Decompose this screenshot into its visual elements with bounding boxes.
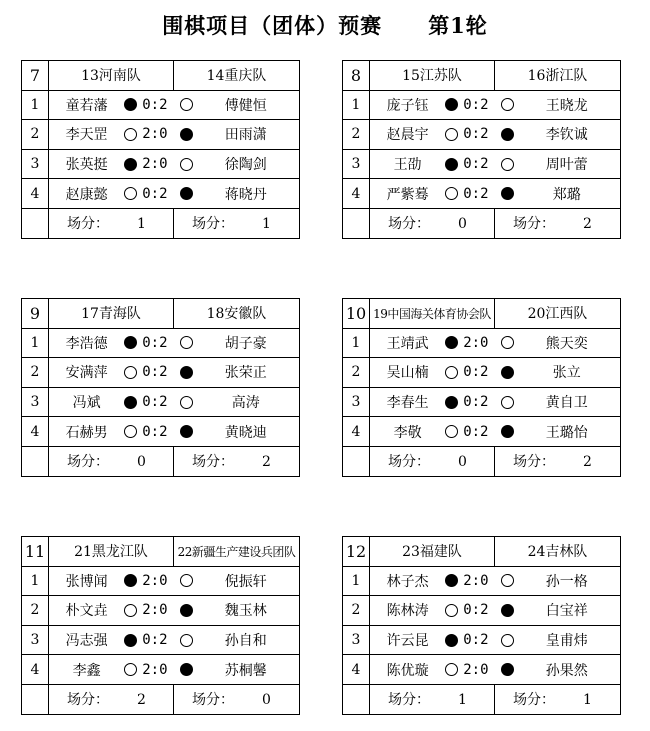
competition-title: 围棋项目（团体）预赛 (162, 13, 383, 38)
player-a-name: 李敬 (393, 424, 422, 441)
match-number: 10 (343, 299, 370, 329)
board-row (343, 655, 621, 685)
player-a-cell (370, 417, 495, 447)
board-number: 4 (22, 179, 49, 209)
match-points-row (343, 446, 621, 476)
game-score: 2:0 (142, 602, 168, 619)
player-a-cell (370, 120, 495, 150)
game-score: 0:2 (142, 632, 168, 649)
team-a-points-value: 2 (137, 692, 146, 709)
board-number: 2 (343, 120, 370, 150)
match-table (21, 298, 300, 477)
player-b-name: 傅健恒 (224, 97, 267, 114)
player-b-cell (495, 179, 621, 209)
white-stone-icon (124, 187, 137, 200)
white-stone-icon (501, 634, 514, 647)
board-row (343, 90, 621, 120)
match-number: 9 (22, 299, 49, 329)
player-a-cell (49, 120, 174, 150)
game-score: 0:2 (142, 364, 168, 381)
black-stone-icon (445, 158, 458, 171)
board-number: 4 (343, 417, 370, 447)
team-a-name: 21黑龙江队 (49, 537, 174, 567)
board-number: 3 (22, 149, 49, 179)
match-number: 12 (343, 537, 370, 567)
player-a-cell (49, 179, 174, 209)
player-b-cell (174, 566, 300, 596)
white-stone-icon (501, 396, 514, 409)
match-points-row (343, 684, 621, 714)
player-b-name: 高涛 (231, 395, 260, 412)
board-number: 1 (343, 90, 370, 120)
white-stone-icon (501, 98, 514, 111)
black-stone-icon (180, 663, 193, 676)
player-b-cell (174, 328, 300, 358)
points-label: 场分： (388, 454, 430, 471)
white-stone-icon (445, 187, 458, 200)
white-stone-icon (180, 336, 193, 349)
player-b-cell (174, 417, 300, 447)
white-stone-icon (180, 98, 193, 111)
player-b-cell (495, 90, 621, 120)
player-a-name: 陈林涛 (386, 603, 429, 620)
white-stone-icon (180, 158, 193, 171)
points-label: 场分： (513, 692, 556, 709)
board-number: 3 (343, 625, 370, 655)
player-a-name: 吴山楠 (386, 365, 429, 382)
white-stone-icon (445, 604, 458, 617)
white-stone-icon (124, 425, 137, 438)
black-stone-icon (124, 396, 137, 409)
player-a-cell (370, 625, 495, 655)
player-b-cell (174, 596, 300, 626)
team-a-points (49, 208, 174, 238)
player-b-cell (495, 655, 621, 685)
white-stone-icon (445, 425, 458, 438)
game-score: 0:2 (142, 334, 168, 351)
player-b-name: 白宝祥 (545, 603, 588, 620)
board-row (343, 179, 621, 209)
team-a-name: 15江苏队 (370, 61, 495, 91)
match-points-row (22, 684, 300, 714)
board-number: 2 (343, 596, 370, 626)
player-b-cell (495, 566, 621, 596)
white-stone-icon (445, 663, 458, 676)
white-stone-icon (501, 336, 514, 349)
player-a-cell (49, 358, 174, 388)
page-title (0, 10, 650, 40)
points-label: 场分： (388, 692, 430, 709)
black-stone-icon (180, 366, 193, 379)
player-a-name: 王劭 (393, 157, 422, 174)
player-a-name: 林子杰 (386, 573, 429, 590)
board-number: 2 (22, 358, 49, 388)
match-header-row (22, 61, 300, 91)
black-stone-icon (445, 574, 458, 587)
game-score: 2:0 (142, 572, 168, 589)
player-a-name: 张博闻 (65, 573, 108, 590)
player-a-name: 张英挺 (65, 157, 108, 174)
team-a-points-value: 0 (458, 216, 467, 233)
team-b-points-value: 2 (583, 454, 592, 471)
player-a-name: 童若藩 (65, 97, 108, 114)
board-number: 4 (22, 655, 49, 685)
black-stone-icon (180, 187, 193, 200)
white-stone-icon (180, 634, 193, 647)
team-b-points (495, 446, 621, 476)
player-a-name: 李鑫 (72, 662, 101, 679)
player-a-name: 李天罡 (65, 127, 108, 144)
player-b-name: 孙果然 (545, 662, 588, 679)
player-b-cell (174, 90, 300, 120)
points-label: 场分： (513, 216, 556, 233)
board-number: 4 (22, 417, 49, 447)
game-score: 0:2 (142, 96, 168, 113)
game-score: 0:2 (463, 185, 489, 202)
team-b-name: 14重庆队 (174, 61, 300, 91)
team-b-points-value: 2 (583, 216, 592, 233)
black-stone-icon (501, 663, 514, 676)
board-row (22, 417, 300, 447)
team-b-points (495, 208, 621, 238)
player-b-name: 张立 (552, 365, 581, 382)
board-row (22, 625, 300, 655)
black-stone-icon (445, 634, 458, 647)
white-stone-icon (501, 158, 514, 171)
board-number: 2 (22, 120, 49, 150)
match-table (342, 60, 621, 239)
player-a-cell (370, 596, 495, 626)
team-a-name: 13河南队 (49, 61, 174, 91)
black-stone-icon (501, 128, 514, 141)
player-b-name: 王晓龙 (545, 97, 588, 114)
points-label: 场分： (67, 216, 109, 233)
points-label: 场分： (67, 692, 109, 709)
player-b-name: 蒋晓丹 (224, 186, 267, 203)
player-a-cell (49, 655, 174, 685)
team-a-points-value: 0 (458, 454, 467, 471)
board-row (343, 149, 621, 179)
player-b-cell (174, 120, 300, 150)
team-a-points-value: 1 (458, 692, 467, 709)
points-label: 场分： (192, 454, 235, 471)
board-row (22, 387, 300, 417)
player-a-cell (370, 179, 495, 209)
player-b-name: 熊天奕 (545, 335, 588, 352)
player-a-cell (49, 566, 174, 596)
board-row (343, 358, 621, 388)
points-label: 场分： (192, 692, 235, 709)
team-a-name: 19中国海关体育协会队 (370, 299, 495, 329)
game-score: 2:0 (142, 126, 168, 143)
player-a-name: 朴文垚 (65, 603, 108, 620)
board-row (22, 90, 300, 120)
team-a-name: 17青海队 (49, 299, 174, 329)
points-label: 场分： (388, 216, 430, 233)
player-a-cell (49, 596, 174, 626)
board-row (22, 596, 300, 626)
points-label: 场分： (513, 454, 555, 471)
board-row (343, 625, 621, 655)
game-score: 2:0 (463, 661, 489, 678)
player-a-cell (49, 625, 174, 655)
points-label: 场分： (67, 454, 109, 471)
game-score: 0:2 (463, 632, 489, 649)
game-score: 0:2 (142, 394, 168, 411)
board-row (343, 328, 621, 358)
board-number: 3 (343, 387, 370, 417)
game-score: 0:2 (463, 423, 489, 440)
black-stone-icon (501, 366, 514, 379)
match-points-row (22, 446, 300, 476)
player-a-name: 石赫男 (65, 424, 108, 441)
player-b-name: 李钦诚 (545, 127, 588, 144)
white-stone-icon (180, 396, 193, 409)
match-number: 11 (22, 537, 49, 567)
match-header-row (22, 299, 300, 329)
player-a-cell (49, 90, 174, 120)
match-table (342, 536, 621, 715)
team-b-name: 22新疆生产建设兵团队 (174, 537, 300, 567)
black-stone-icon (124, 574, 137, 587)
player-a-cell (370, 149, 495, 179)
black-stone-icon (124, 158, 137, 171)
team-b-name: 18安徽队 (174, 299, 300, 329)
player-a-cell (370, 328, 495, 358)
team-b-points-value: 1 (583, 692, 592, 709)
white-stone-icon (445, 128, 458, 141)
board-row (22, 358, 300, 388)
player-b-name: 周叶蕾 (545, 157, 588, 174)
black-stone-icon (445, 336, 458, 349)
board-row (343, 120, 621, 150)
white-stone-icon (501, 574, 514, 587)
player-b-cell (495, 596, 621, 626)
round-label: 第1轮 (428, 13, 488, 38)
team-b-name: 16浙江队 (495, 61, 621, 91)
player-b-cell (495, 328, 621, 358)
player-a-cell (49, 387, 174, 417)
board-row (22, 566, 300, 596)
black-stone-icon (124, 634, 137, 647)
player-b-name: 倪振轩 (224, 573, 267, 590)
player-b-cell (174, 179, 300, 209)
board-number: 3 (22, 625, 49, 655)
game-score: 0:2 (463, 602, 489, 619)
board-row (22, 120, 300, 150)
player-a-name: 严紫蓦 (386, 186, 429, 203)
board-row (343, 596, 621, 626)
game-score: 0:2 (463, 126, 489, 143)
player-b-name: 郑璐 (552, 186, 581, 203)
board-number: 1 (343, 566, 370, 596)
player-a-name: 李浩德 (65, 335, 108, 352)
player-a-cell (370, 655, 495, 685)
match-table (21, 60, 300, 239)
player-a-name: 李春生 (386, 395, 429, 412)
player-b-name: 黄晓迪 (224, 424, 267, 441)
board-number: 3 (343, 149, 370, 179)
team-a-points (370, 684, 495, 714)
player-a-name: 冯志强 (65, 633, 108, 650)
player-b-cell (495, 387, 621, 417)
player-a-name: 冯斌 (72, 395, 101, 412)
board-row (22, 655, 300, 685)
game-score: 2:0 (463, 572, 489, 589)
game-score: 2:0 (142, 156, 168, 173)
black-stone-icon (180, 604, 193, 617)
player-a-cell (49, 417, 174, 447)
board-number: 1 (343, 328, 370, 358)
board-row (343, 417, 621, 447)
black-stone-icon (445, 98, 458, 111)
player-a-name: 赵康懿 (65, 186, 108, 203)
match-table (342, 298, 621, 477)
match-header-row (22, 537, 300, 567)
team-b-name: 24吉林队 (495, 537, 621, 567)
player-b-name: 黄自卫 (545, 395, 588, 412)
game-score: 0:2 (463, 156, 489, 173)
black-stone-icon (180, 425, 193, 438)
player-b-cell (495, 417, 621, 447)
black-stone-icon (180, 128, 193, 141)
game-score: 2:0 (463, 334, 489, 351)
player-a-cell (370, 566, 495, 596)
board-number: 2 (22, 596, 49, 626)
board-row (22, 328, 300, 358)
team-b-points (174, 208, 300, 238)
team-b-points (174, 684, 300, 714)
black-stone-icon (124, 98, 137, 111)
player-b-name: 王璐怡 (545, 424, 588, 441)
team-a-points (370, 446, 495, 476)
black-stone-icon (124, 336, 137, 349)
player-b-cell (174, 149, 300, 179)
player-a-name: 庞子钰 (386, 97, 429, 114)
black-stone-icon (445, 396, 458, 409)
player-b-name: 苏桐馨 (224, 662, 267, 679)
board-number: 2 (343, 358, 370, 388)
player-b-cell (495, 149, 621, 179)
player-b-cell (495, 358, 621, 388)
black-stone-icon (501, 604, 514, 617)
player-b-name: 皇甫炜 (545, 633, 588, 650)
team-a-points-value: 0 (137, 454, 146, 471)
white-stone-icon (124, 128, 137, 141)
player-a-cell (49, 328, 174, 358)
player-b-name: 徐陶剑 (224, 157, 267, 174)
game-score: 0:2 (463, 394, 489, 411)
team-b-name: 20江西队 (495, 299, 621, 329)
player-b-name: 孙自和 (224, 633, 267, 650)
match-header-row (343, 61, 621, 91)
team-a-points-value: 1 (137, 216, 146, 233)
team-b-points-value: 0 (262, 692, 271, 709)
player-a-cell (370, 358, 495, 388)
player-a-name: 许云昆 (386, 633, 429, 650)
white-stone-icon (180, 574, 193, 587)
player-b-cell (174, 655, 300, 685)
player-b-cell (495, 625, 621, 655)
match-table (21, 536, 300, 715)
board-row (343, 387, 621, 417)
white-stone-icon (124, 663, 137, 676)
team-a-points (49, 684, 174, 714)
player-b-name: 魏玉林 (224, 603, 267, 620)
match-header-row (343, 537, 621, 567)
player-a-name: 陈优璇 (386, 662, 429, 679)
game-score: 2:0 (142, 661, 168, 678)
player-a-cell (49, 149, 174, 179)
board-number: 3 (22, 387, 49, 417)
board-number: 4 (343, 655, 370, 685)
game-score: 0:2 (142, 185, 168, 202)
player-a-name: 赵晨宇 (386, 127, 429, 144)
game-score: 0:2 (142, 423, 168, 440)
player-b-name: 孙一格 (545, 573, 588, 590)
player-b-cell (174, 387, 300, 417)
board-row (22, 149, 300, 179)
points-label: 场分： (192, 216, 235, 233)
board-number: 1 (22, 566, 49, 596)
player-b-cell (174, 358, 300, 388)
board-row (343, 566, 621, 596)
player-b-cell (495, 120, 621, 150)
team-a-points (370, 208, 495, 238)
player-b-name: 张荣正 (224, 365, 267, 382)
team-b-points-value: 2 (262, 454, 271, 471)
match-number: 8 (343, 61, 370, 91)
team-b-points (174, 446, 300, 476)
match-points-row (343, 208, 621, 238)
match-points-row (22, 208, 300, 238)
game-score: 0:2 (463, 364, 489, 381)
board-number: 4 (343, 179, 370, 209)
match-header-row (343, 299, 621, 329)
match-number: 7 (22, 61, 49, 91)
white-stone-icon (445, 366, 458, 379)
team-b-points (495, 684, 621, 714)
board-number: 1 (22, 328, 49, 358)
board-number: 1 (22, 90, 49, 120)
player-a-cell (370, 90, 495, 120)
white-stone-icon (124, 604, 137, 617)
white-stone-icon (124, 366, 137, 379)
team-b-points-value: 1 (262, 216, 271, 233)
board-row (22, 179, 300, 209)
game-score: 0:2 (463, 96, 489, 113)
team-a-name: 23福建队 (370, 537, 495, 567)
black-stone-icon (501, 425, 514, 438)
black-stone-icon (501, 187, 514, 200)
team-a-points (49, 446, 174, 476)
player-b-cell (174, 625, 300, 655)
player-b-name: 田雨潇 (224, 127, 267, 144)
player-a-name: 安满萍 (65, 365, 108, 382)
player-b-name: 胡子豪 (224, 335, 267, 352)
player-a-cell (370, 387, 495, 417)
player-a-name: 王靖武 (386, 335, 429, 352)
